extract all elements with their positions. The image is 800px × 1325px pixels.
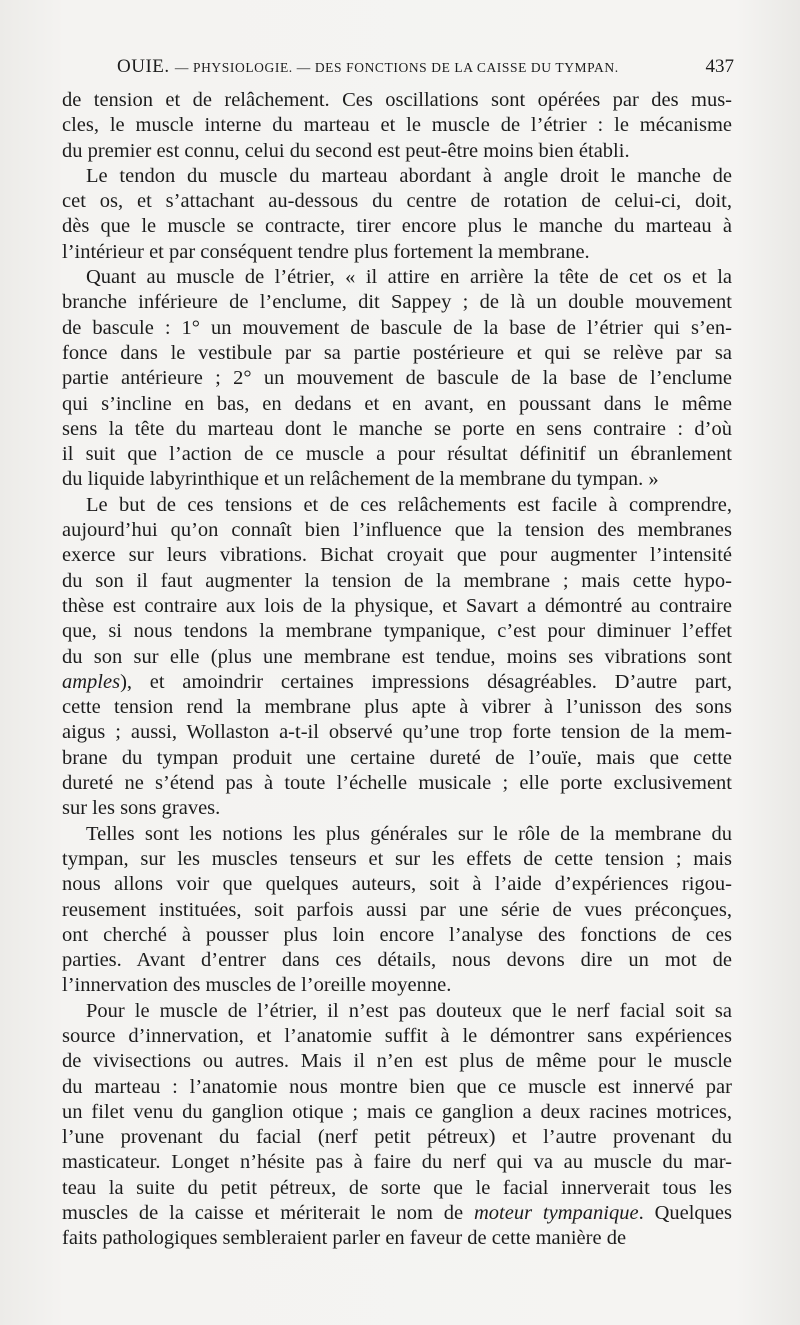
paragraph [62,999,732,1252]
text-line: de bascule : 1° un mouvement de bascule de la base de l’étrier qui s’en- [62,316,732,339]
text-line: cles, le muscle interne du marteau et le muscle de l’étrier : le mécanisme [62,114,732,137]
text-line: muscles de la caisse et mériterait le nom de moteur tympanique. Quelques [62,1202,732,1225]
paragraph [62,88,732,164]
text-line: Pour le muscle de l’étrier, il n’est pas douteux que le nerf facial soit sa [86,999,732,1022]
text-line: fonce dans le vestibule par sa partie postérieure et qui se relève par sa [62,341,732,364]
header-title-main: OUIE. [117,56,170,77]
paragraph [62,265,732,493]
text-line: reusement instituées, soit parfois aussi par une série de vues préconçues, [62,898,732,921]
text-line: Quant au muscle de l’étrier, « il attire en arrière la tête de cet os et la [86,266,732,289]
text-line: du son sur elle (plus une membrane est tendue, moins ses vibrations sont [62,645,732,668]
text-line: ont cherché à pousser plus loin encore l’analyse des fonctions de ces [62,923,732,946]
text-line: partie antérieure ; 2° un mouvement de bascule de la base de l’enclume [62,367,732,390]
text-line: de tension et de relâchement. Ces oscillations sont opérées par des mus- [62,89,732,111]
text-line: nous allons voir que quelques auteurs, soit à l’aide d’expériences rigou- [62,873,732,896]
text-line: masticateur. Longet n’hésite pas à faire du nerf qui va au muscle du mar- [62,1151,732,1174]
text-line: dès que le muscle se contracte, tirer encore plus le manche du marteau à [62,215,732,238]
text-line: teau la suite du petit pétreux, de sorte que le facial innerverait tous les [62,1176,732,1199]
paragraph [62,822,732,999]
body-text [62,88,732,1252]
text-line: branche inférieure de l’enclume, dit Sappey ; de là un double mouvement [62,291,732,314]
text-line: Le tendon du muscle du marteau abordant à angle droit le manche de [86,164,732,187]
running-header [62,56,734,82]
text-line: l’innervation des muscles de l’oreille moyenne. [62,974,452,997]
text-line: cette tension rend la membrane plus apte à vibrer à l’unisson des sons [62,696,732,719]
text-line: Le but de ces tensions et de ces relâchements est facile à comprendre, [86,493,732,516]
text-line: cet os, et s’attachant au-dessous du centre de rotation de celui-ci, doit, [62,190,732,213]
text-line: source d’innervation, et l’anatomie suffit à le démontrer sans expériences [62,1024,732,1047]
header-title [117,56,619,78]
text-line: du liquide labyrinthique et un relâchement de la membrane du tympan. » [62,468,659,491]
text-line: thèse est contraire aux lois de la physique, et Savart a démontré au contraire [62,594,732,617]
text-line: un filet venu du ganglion otique ; mais ce ganglion a deux racines motrices, [62,1100,732,1123]
header-title-rest: — PHYSIOLOGIE. — DES FONCTIONS DE LA CAISSE DU TYMPAN. [174,60,619,75]
text-line: du marteau : l’anatomie nous montre bien que ce muscle est innervé par [62,1075,732,1098]
page-number: 437 [705,56,734,77]
text-line: Telles sont les notions les plus générales sur le rôle de la membrane du [86,822,732,845]
text-line: de vivisections ou autres. Mais il n’en est plus de même pour le muscle [62,1050,732,1073]
text-line: aigus ; aussi, Wollaston a-t-il observé qu’une trop forte tension de la mem- [62,721,732,744]
text-line: aujourd’hui qu’on connaît bien l’influence que la tension des membranes [62,519,732,542]
text-line: brane du tympan produit une certaine dureté de l’ouïe, mais que cette [62,746,732,769]
text-line: faits pathologiques sembleraient parler en faveur de cette manière de [62,1227,627,1250]
text-line: du premier est connu, celui du second est peut-être moins bien établi. [62,139,630,162]
text-line: l’une provenant du facial (nerf petit pétreux) et l’autre provenant du [62,1126,732,1149]
text-line: que, si nous tendons la membrane tympanique, c’est pour diminuer l’effet [62,620,732,643]
text-line: exerce sur leurs vibrations. Bichat croyait que pour augmenter l’intensité [62,544,732,567]
text-line: du son il faut augmenter la tension de la membrane ; mais cette hypo- [62,569,732,592]
text-line: dureté ne s’étend pas à toute l’échelle musicale ; elle porte exclusivement [62,772,732,795]
text-line: sur les sons graves. [62,797,221,820]
text-line: l’intérieur et par conséquent tendre plus fortement la membrane. [62,240,590,263]
text-line: il suit que l’action de ce muscle a pour résultat définitif un ébranlement [62,443,732,466]
text-line: amples), et amoindrir certaines impressions désagréables. D’autre part, [62,670,732,693]
text-line: tympan, sur les muscles tenseurs et sur les effets de cette tension ; mais [62,847,732,870]
paragraph [62,164,732,265]
paragraph [62,493,732,822]
text-line: parties. Avant d’entrer dans ces détails, nous devons dire un mot de [62,949,732,972]
text-line: sens la tête du marteau dont le manche se porte en sens contraire : d’où [62,417,732,440]
text-line: qui s’incline en bas, en dedans et en avant, en poussant dans le même [62,392,732,415]
